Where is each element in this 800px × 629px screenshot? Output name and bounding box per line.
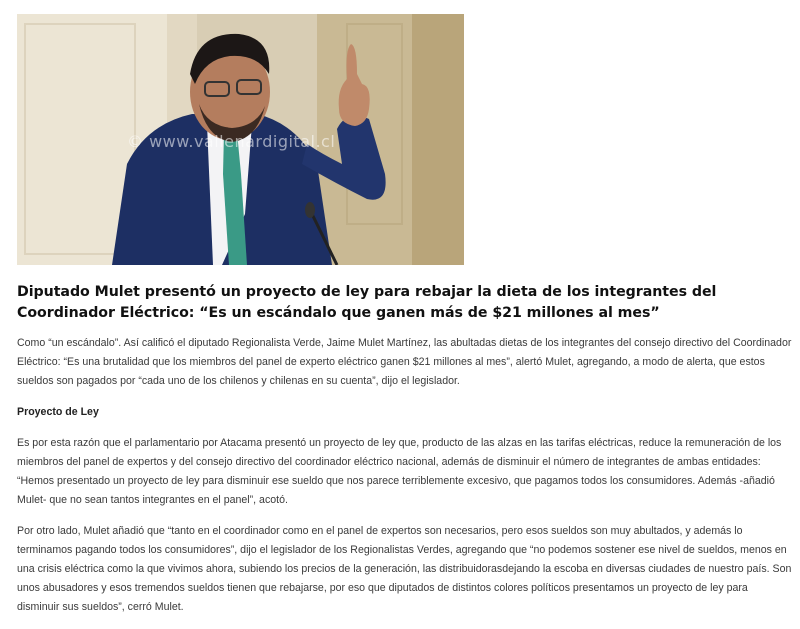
article-photo	[17, 14, 464, 265]
article	[17, 14, 793, 629]
article-paragraph: Como “un escándalo”. Así calificó el diputado Regionalista Verde, Jaime Mulet Martínez, las abultadas dietas de los integrantes del consejo directivo del Coordinador Eléctrico: “Es una brutalidad que los miembros del panel de experto eléctrico ganen $21 millones al mes”, alertó Mulet, agregando, a modo de alerta, que estos sueldos son pagados por “cada uno de los chilenos y chilenas en su cuenta”, dijo el legislador.	[17, 337, 792, 387]
image-watermark: © www.vallenardigital.cl	[127, 132, 336, 151]
section-subheading: Proyecto de Ley	[17, 406, 99, 418]
article-body	[17, 334, 793, 617]
article-paragraph: Es por esta razón que el parlamentario por Atacama presentó un proyecto de ley que, producto de las alzas en las tarifas eléctricas, reduce la remuneración de los miembros del panel de expertos y del consejo directivo del coordinador eléctrico nacional, además de disminuir el número de integrantes de ambas entidades: “Hemos presentado un proyecto de ley para disminuir ese sueldo que nos parece terriblemente excesivo, que pagamos todos los consumidores. Además -añadió Mulet- que no sean tantos integrantes en el panel”, acotó.	[17, 437, 782, 506]
article-paragraph: Por otro lado, Mulet añadió que “tanto en el coordinador como en el panel de expertos son necesarios, pero esos sueldos son muy abultados, y además lo terminamos pagando todos los consumidores”, dijo el legislador de los Regionalistas Verdes, agregando que “no podemos sostener ese nivel de sueldos, menos en una crisis eléctrica como la que vivimos ahora, subiendo los precios de la generación, las distribuidorasdejando la escoba en diversas ciudades de nuestro país. Son unos abusadores y esos tremendos sueldos tienen que rebajarse, por eso que diputados de distintos colores políticos presentamos un proyecto de ley para disminuir sus sueldos”, cerró Mulet.	[17, 525, 792, 613]
article-headline[interactable]: Diputado Mulet presentó un proyecto de ley para rebajar la dieta de los integrantes del Coordinador Eléctrico: “Es un escándalo que ganen más de $21 millones al mes”	[17, 284, 717, 321]
